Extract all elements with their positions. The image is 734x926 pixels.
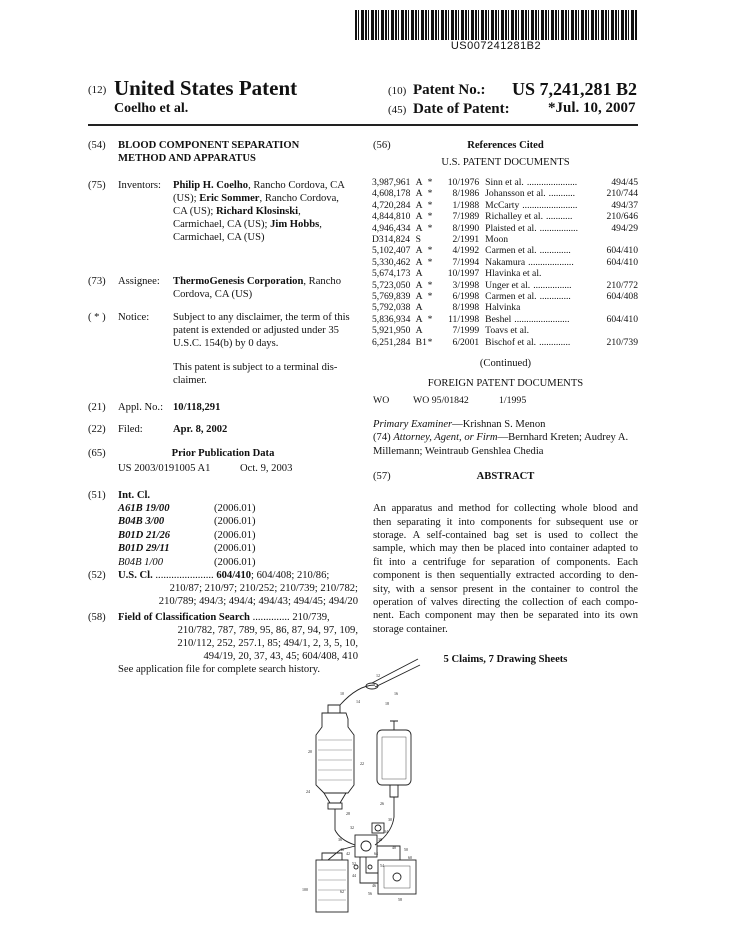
us-cl-label: U.S. Cl. xyxy=(118,570,153,581)
prior-pub-date: Oct. 9, 2003 xyxy=(240,463,293,474)
reference-date: 4/1992 xyxy=(452,245,480,257)
title-line-1: BLOOD COMPONENT SEPARATION xyxy=(118,140,300,151)
reference-class xyxy=(594,325,638,336)
inventor-line-2 xyxy=(173,192,339,205)
reference-star xyxy=(428,325,438,336)
reference-kind: A xyxy=(415,279,423,291)
reference-date: 8/1990 xyxy=(452,222,480,234)
drawing-label: 52 xyxy=(352,861,356,866)
reference-kind: A xyxy=(415,313,423,325)
reference-name: Beshel xyxy=(485,313,512,325)
field-search-dots: .............. xyxy=(252,612,290,623)
references-heading: References Cited xyxy=(467,140,544,151)
foreign-docs-heading: FOREIGN PATENT DOCUMENTS xyxy=(427,377,584,389)
appl-code: (21) xyxy=(88,402,106,413)
appl-label: Appl. No.: xyxy=(118,402,164,413)
reference-name: Halvinka xyxy=(485,302,521,314)
reference-date: 10/1976 xyxy=(447,177,480,188)
field-search-line: 210/782, 787, 789, 95, 86, 87, 94, 97, 109, xyxy=(177,625,358,636)
title-line-2: METHOD AND APPARATUS xyxy=(118,153,256,164)
reference-dots: ............. xyxy=(539,291,571,303)
inventor-name: Philip H. Coelho xyxy=(173,180,249,191)
int-cl-class: B04B 3/00 xyxy=(118,516,165,528)
reference-date: 7/1994 xyxy=(452,256,480,268)
assignee-loc-2: Cordova, CA (US) xyxy=(173,289,253,300)
appl-section xyxy=(88,401,358,423)
references-code: (56) xyxy=(373,140,391,151)
field-search-label: Field of Classification Search xyxy=(118,612,250,623)
reference-kind: A xyxy=(415,188,423,200)
int-cl-item xyxy=(118,502,338,515)
reference-name-group xyxy=(485,211,594,222)
reference-name: Johansson et al. xyxy=(485,188,546,200)
drawing-label: 56 xyxy=(368,891,372,896)
abstract-line: operation of valves directing the collection of each compo- xyxy=(373,596,638,608)
reference-kind: A xyxy=(415,302,423,314)
drawing-label: 18 xyxy=(385,701,389,706)
patent-date: *Jul. 10, 2007 xyxy=(548,100,636,116)
reference-date: 1/1988 xyxy=(452,199,480,211)
drawing-label: 50 xyxy=(404,847,408,852)
reference-date: 7/1989 xyxy=(452,211,480,223)
filed-code: (22) xyxy=(88,424,106,435)
references-header xyxy=(373,139,638,177)
reference-date: 11/1998 xyxy=(448,313,480,325)
reference-name-group xyxy=(485,302,594,313)
reference-dots: ....................... xyxy=(514,313,570,325)
us-cl-main: 604/410 xyxy=(216,570,252,581)
reference-no: 5,102,407 xyxy=(372,245,411,257)
reference-row xyxy=(372,245,638,256)
reference-name-group xyxy=(485,291,594,302)
reference-name: Richalley et al. xyxy=(485,211,543,223)
reference-row xyxy=(372,291,638,302)
drawing-label: 34 xyxy=(384,829,388,834)
reference-date: 8/1986 xyxy=(452,188,480,200)
assignee-name: ThermoGenesis Corporation xyxy=(173,276,304,287)
int-cl-version: (2006.01) xyxy=(214,516,256,528)
reference-no: 3,987,961 xyxy=(372,177,411,188)
reference-no: 4,946,434 xyxy=(372,222,411,234)
reference-kind: A xyxy=(415,199,423,211)
abstract-header xyxy=(373,470,638,502)
reference-kind: A xyxy=(415,222,423,234)
examiner-name: —Krishnan S. Menon xyxy=(452,418,546,430)
appl-no: 10/118,291 xyxy=(173,402,221,413)
reference-star: * xyxy=(427,188,433,200)
int-cl-label: Int. Cl. xyxy=(118,490,151,501)
reference-dots: ................ xyxy=(539,222,578,234)
attorney-line-2: Millemann; Weintraub Genshlea Chedia xyxy=(373,445,544,457)
reference-name-group xyxy=(485,268,594,279)
reference-name-group xyxy=(485,234,594,245)
reference-no: 4,844,810 xyxy=(372,211,411,223)
reference-date: 8/1998 xyxy=(452,302,480,314)
inventor-line-3 xyxy=(173,205,301,218)
drawing-label: 60 xyxy=(408,855,412,860)
reference-dots: ............. xyxy=(539,245,571,257)
inventor-short: Coelho et al. xyxy=(114,101,189,116)
reference-dots: ................ xyxy=(533,279,572,291)
reference-name: Hlavinka et al. xyxy=(485,268,542,280)
int-cl-version: (2006.01) xyxy=(214,556,256,568)
inventor-line-1 xyxy=(173,179,345,192)
int-cl-class: B04B 1/00 xyxy=(118,556,164,568)
examiner-label: Primary Examiner xyxy=(373,418,453,430)
reference-dots: ........... xyxy=(545,211,573,223)
drawing-label: 30 xyxy=(388,817,392,822)
reference-star: * xyxy=(427,313,433,325)
reference-row xyxy=(372,177,638,188)
int-cl-item xyxy=(118,542,338,555)
reference-class xyxy=(594,302,638,313)
reference-kind: A xyxy=(415,177,423,188)
reference-star: * xyxy=(427,222,433,234)
inventor-line-4 xyxy=(173,218,322,231)
doc-type-code: (12) xyxy=(88,84,107,96)
int-cl-version: (2006.01) xyxy=(214,529,256,541)
reference-date: 10/1997 xyxy=(447,268,480,280)
reference-star: * xyxy=(427,211,433,223)
header-rule xyxy=(88,124,638,126)
abstract-line: then separating it into components for subsequent use or xyxy=(373,516,638,528)
assignee-loc: , Rancho xyxy=(303,276,342,287)
reference-name-group xyxy=(485,325,594,336)
reference-name-group xyxy=(485,245,594,256)
reference-kind: B1 xyxy=(415,336,427,348)
drawing-label: 36 xyxy=(338,837,342,842)
reference-class: 494/29 xyxy=(611,222,638,234)
inventor-name: Eric Sommer xyxy=(199,193,260,204)
reference-star: * xyxy=(427,177,433,188)
reference-name-group xyxy=(485,337,594,348)
drawing-label: 64 xyxy=(374,851,378,856)
reference-row xyxy=(372,314,638,325)
reference-name-group xyxy=(485,223,594,234)
reference-row xyxy=(372,234,638,245)
int-cl-item xyxy=(118,529,338,542)
foreign-country: WO xyxy=(373,394,390,406)
reference-star: * xyxy=(427,336,433,348)
assignee-label: Assignee: xyxy=(118,276,160,287)
abstract-line: sample, which may then be placed into container adapted to xyxy=(373,543,638,555)
reference-no: 5,723,050 xyxy=(372,279,411,291)
inventor-loc: , xyxy=(319,219,322,230)
barcode-number: US007241281B2 xyxy=(450,40,542,52)
drawing-label: 16 xyxy=(394,691,398,696)
inventor-line-5: Carmichael, CA (US) xyxy=(173,232,265,243)
reference-no: 5,674,173 xyxy=(372,268,411,280)
abstract-line: sity, with a sensor present in the container to control the xyxy=(373,583,638,595)
drawing-label: 46 xyxy=(372,883,376,888)
reference-name-group xyxy=(485,177,594,188)
date-code: (45) xyxy=(388,104,407,116)
reference-no: 5,792,038 xyxy=(372,302,411,314)
reference-date: 7/1999 xyxy=(452,325,480,337)
reference-kind: A xyxy=(415,325,423,337)
prior-pub-code: (65) xyxy=(88,448,106,459)
reference-name: Unger et al. xyxy=(485,279,531,291)
abstract-text xyxy=(373,502,638,636)
abstract-line: storage. A self-contained bag set is used to collect the xyxy=(373,529,638,541)
reference-star: * xyxy=(427,245,433,257)
references-continued: (Continued) xyxy=(479,358,532,370)
us-cl-rest: ; 604/408; 210/86; xyxy=(251,570,330,581)
inventor-name: Jim Hobbs xyxy=(270,219,320,230)
int-cl-class: B01D 21/26 xyxy=(118,529,171,541)
filed-date: Apr. 8, 2002 xyxy=(173,424,228,435)
attorney-code: (74) xyxy=(373,432,391,444)
reference-date: 6/1998 xyxy=(452,291,480,303)
reference-class: 210/739 xyxy=(606,336,638,348)
inventor-loc: , xyxy=(298,206,301,217)
patent-no-code: (10) xyxy=(388,85,407,97)
inventor-loc: , Rancho Cordova, xyxy=(259,193,339,204)
drawing-label: 58 xyxy=(398,897,402,902)
int-cl-class: A61B 19/00 xyxy=(118,503,170,514)
abstract-heading: ABSTRACT xyxy=(476,471,535,483)
drawing-label: 44 xyxy=(352,873,356,878)
reference-kind: A xyxy=(415,268,423,280)
reference-kind: A xyxy=(415,256,423,268)
field-search-code: (58) xyxy=(88,612,106,623)
reference-class xyxy=(594,234,638,245)
notice-code: ( * ) xyxy=(88,312,106,323)
drawing-label: 100 xyxy=(302,887,308,892)
us-cl-section xyxy=(88,569,358,611)
reference-star: * xyxy=(427,256,433,268)
drawing-label: 48 xyxy=(340,847,344,852)
reference-row xyxy=(372,200,638,211)
drawing-label: 12 xyxy=(376,673,380,678)
reference-no: 5,769,839 xyxy=(372,291,411,303)
field-search-line: 494/19, 20, 37, 43, 45; 604/408, 410 xyxy=(203,651,358,662)
reference-no: 6,251,284 xyxy=(372,336,411,348)
foreign-date: 1/1995 xyxy=(499,394,527,406)
patent-no-label: Patent No.: xyxy=(413,82,486,98)
attorney-label: Attorney, Agent, or Firm xyxy=(393,432,498,444)
reference-list xyxy=(372,177,638,348)
reference-name: Bischof et al. xyxy=(485,336,537,348)
notice-line: claimer. xyxy=(173,375,207,386)
left-column xyxy=(88,139,358,691)
prior-pub-number: US 2003/0191005 A1 xyxy=(118,463,211,474)
drawing-label: 28 xyxy=(346,811,350,816)
drawing-label: 38 xyxy=(378,837,382,842)
reference-name: Nakamura xyxy=(485,256,526,268)
inventor-loc: CA (US); xyxy=(173,206,216,217)
drawing-label: 26 xyxy=(380,801,384,806)
reference-no: 4,608,178 xyxy=(372,188,411,200)
reference-name-group xyxy=(485,257,594,268)
drawing-label: 42 xyxy=(346,851,350,856)
notice-label: Notice: xyxy=(118,312,150,323)
notice-section xyxy=(88,311,358,401)
int-cl-item xyxy=(118,515,338,528)
drawing-label: 20 xyxy=(308,749,312,754)
reference-no: 5,836,934 xyxy=(372,313,411,325)
us-cl-line: 210/87; 210/97; 210/252; 210/739; 210/782; xyxy=(169,583,358,594)
reference-name: Sinn et al. xyxy=(485,177,524,188)
reference-row xyxy=(372,280,638,291)
reference-name-group xyxy=(485,188,594,199)
drawing-label: 32 xyxy=(350,825,354,830)
reference-class: 210/744 xyxy=(606,188,638,200)
patent-drawing xyxy=(280,655,440,917)
reference-class xyxy=(594,268,638,279)
reference-kind: A xyxy=(415,211,423,223)
reference-name: McCarty xyxy=(485,199,520,211)
filed-section xyxy=(88,423,358,447)
inventor-loc: , Rancho Cordova, CA xyxy=(248,180,345,191)
barcode xyxy=(355,10,637,40)
notice-line: Subject to any disclaimer, the term of this xyxy=(173,312,350,323)
reference-dots: ..................... xyxy=(526,177,578,188)
reference-kind: S xyxy=(415,234,422,246)
right-column xyxy=(373,139,638,667)
drawing-label: 10 xyxy=(340,691,344,696)
reference-date: 3/1998 xyxy=(452,279,480,291)
reference-name: Carmen et al. xyxy=(485,245,537,257)
reference-class: 494/45 xyxy=(611,177,638,188)
reference-dots: ........... xyxy=(548,188,576,200)
abstract-line: nent. Each component may then be separated into its own xyxy=(373,610,638,622)
abstract-line: component is then sequentially extracted according to den- xyxy=(373,570,638,582)
reference-kind: A xyxy=(415,291,423,303)
int-cl-class: B01D 29/11 xyxy=(118,543,170,555)
reference-dots: ....................... xyxy=(522,199,578,211)
examiner-line xyxy=(373,418,638,431)
reference-dots: ................... xyxy=(528,256,574,268)
reference-name: Plaisted et al. xyxy=(485,222,537,234)
prior-pub-heading: Prior Publication Data xyxy=(171,448,275,459)
reference-date: 2/1991 xyxy=(452,234,480,246)
reference-star: * xyxy=(427,199,433,211)
drawing-label: 14 xyxy=(356,699,360,704)
reference-name: Moon xyxy=(485,234,509,246)
reference-row xyxy=(372,325,638,336)
inventor-name: Richard Klosinski xyxy=(215,206,299,217)
us-cl-code: (52) xyxy=(88,570,106,581)
reference-star xyxy=(428,234,438,245)
drawing-label: 22 xyxy=(360,761,364,766)
reference-class: 210/772 xyxy=(606,279,638,291)
reference-no: 5,921,950 xyxy=(372,325,411,337)
notice-line: U.S.C. 154(b) by 0 days. xyxy=(173,338,279,349)
foreign-no: WO 95/01842 xyxy=(413,394,469,406)
abstract-code: (57) xyxy=(373,471,391,483)
us-cl-dots: ...................... xyxy=(155,570,214,581)
reference-no: 4,720,284 xyxy=(372,199,411,211)
us-cl-line: 210/789; 494/3; 494/4; 494/43; 494/45; 494/20 xyxy=(158,596,358,607)
abstract-line: fit into a centrifuge for separation of components. Each xyxy=(373,556,638,568)
reference-date: 6/2001 xyxy=(452,336,480,348)
reference-name-group xyxy=(485,280,594,291)
reference-star xyxy=(428,302,438,313)
reference-class: 604/410 xyxy=(606,245,638,257)
notice-line: patent is extended or adjusted under 35 xyxy=(173,325,339,336)
title-code: (54) xyxy=(88,140,106,151)
inventors-label: Inventors: xyxy=(118,180,161,191)
attorney-name: —Bernhard Kreten; Audrey A. xyxy=(497,432,629,444)
foreign-doc-row xyxy=(373,394,638,410)
inventors-section xyxy=(88,179,358,275)
inventor-loc: (US); xyxy=(173,193,200,204)
int-cl-list xyxy=(118,502,338,569)
reference-class: 494/37 xyxy=(611,199,638,211)
inventors-code: (75) xyxy=(88,180,106,191)
claims-sheets: 5 Claims, 7 Drawing Sheets xyxy=(443,654,568,666)
reference-name: Carmen et al. xyxy=(485,291,537,303)
reference-class: 604/410 xyxy=(606,256,638,268)
field-search-note: See application file for complete search history. xyxy=(118,664,320,675)
inventor-loc: Carmichael, CA (US); xyxy=(173,219,271,230)
reference-star: * xyxy=(427,279,433,291)
drawing-label: 62 xyxy=(340,889,344,894)
reference-row xyxy=(372,211,638,222)
reference-row xyxy=(372,223,638,234)
reference-name-group xyxy=(485,200,594,211)
int-cl-section xyxy=(88,489,358,569)
reference-row xyxy=(372,188,638,199)
reference-name: Toavs et al. xyxy=(485,325,529,337)
reference-no: 5,330,462 xyxy=(372,256,411,268)
title-section xyxy=(88,139,358,179)
reference-row xyxy=(372,337,638,348)
prior-pub-section xyxy=(88,447,358,489)
notice-line: This patent is subject to a terminal dis- xyxy=(173,362,338,373)
int-cl-code: (51) xyxy=(88,490,106,501)
filed-label: Filed: xyxy=(118,424,143,435)
reference-row xyxy=(372,302,638,313)
reference-class: 210/646 xyxy=(606,211,638,223)
us-patent-docs-heading: U.S. PATENT DOCUMENTS xyxy=(441,157,570,168)
reference-dots: ............. xyxy=(539,336,571,348)
field-search-rest: 210/739, xyxy=(292,612,330,623)
reference-class: 604/410 xyxy=(606,313,638,325)
reference-name-group xyxy=(485,314,594,325)
reference-row xyxy=(372,257,638,268)
date-label: Date of Patent: xyxy=(413,101,510,117)
reference-no: D314,824 xyxy=(372,234,411,246)
assignee-section xyxy=(88,275,358,311)
drawing-label: 24 xyxy=(306,789,310,794)
field-search-line: 210/112, 252, 257.1, 85; 494/1, 2, 3, 5, 10, xyxy=(177,638,358,649)
abstract-line: An apparatus and method for collecting whole blood and xyxy=(373,503,638,515)
reference-star xyxy=(428,268,438,279)
doc-type: United States Patent xyxy=(114,76,298,100)
int-cl-version: (2006.01) xyxy=(214,543,256,555)
reference-row xyxy=(372,268,638,279)
patent-no: US 7,241,281 B2 xyxy=(512,79,638,99)
abstract-line: storage container. xyxy=(373,623,448,635)
int-cl-item xyxy=(118,556,338,569)
drawing-label: 40 xyxy=(392,845,396,850)
int-cl-version: (2006.01) xyxy=(214,503,256,514)
reference-class: 604/408 xyxy=(606,291,638,303)
reference-star: * xyxy=(427,291,433,303)
reference-kind: A xyxy=(415,245,423,257)
attorney-line xyxy=(373,431,638,444)
drawing-label: 54 xyxy=(380,863,384,868)
assignee-code: (73) xyxy=(88,276,106,287)
